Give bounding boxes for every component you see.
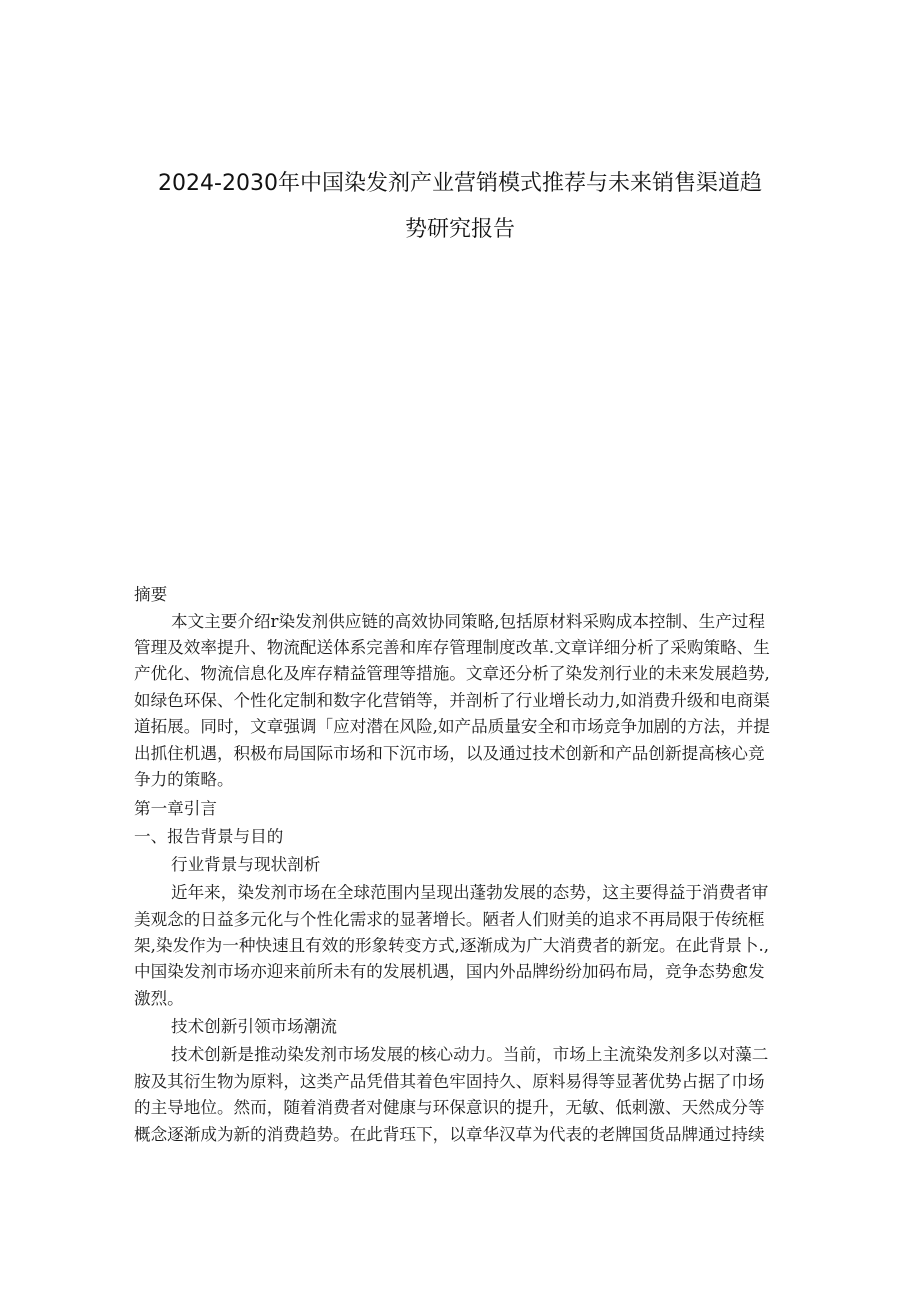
paragraph-line: 胺及其衍生物为原料，这类产品凭借其着色牢固持久、原料易得等显著优势占据了巾场 bbox=[134, 1072, 765, 1091]
paragraph-line: 的主导地位。然而，随着消费者对健康与环保意识的提升，无敏、低刺激、天然成分等 bbox=[134, 1098, 765, 1117]
paragraph-line: 近年来，染发剂市场在全球范围内呈现出蓬勃发展的态势，这主要得益于消费者审 bbox=[171, 883, 769, 902]
report-title-line-1: 2024-2030年中国染发剂产业营销模式推荐与未来销售渠道趋 bbox=[158, 171, 762, 196]
subsection-heading: 技术创新引领市场潮流 bbox=[171, 1017, 337, 1036]
paragraph-line: 激烈。 bbox=[134, 989, 184, 1008]
abstract-line: 管理及效率提升、物流配送体系完善和库存管理制度改革.文章详细分析了采购策略、生 bbox=[134, 638, 770, 657]
abstract-line: 本文主要介绍r染发剂供应链的高效协同策略,包括原材料采购成本控制、生产过程 bbox=[171, 612, 765, 631]
paragraph-line: 中国染发剂市场亦迎来前所未有的发展机遇，国内外品牌纷纷加码布局，竞争态势愈发 bbox=[134, 962, 765, 981]
paragraph-line: 技术创新是推动染发剂市场发展的核心动力。当前，市场上主流染发剂多以对藻二 bbox=[171, 1045, 769, 1064]
paragraph-line: 美观念的日益多元化与个性化需求的显著增长。陋者人们财美的追求不再局限于传统框 bbox=[134, 910, 765, 929]
subsection-heading: 行业背景与现状剖析 bbox=[171, 855, 321, 874]
abstract-line: 道拓展。同时，文章强调「应对潜在风险,如产品质量安全和市场竞争加剧的方法，并提 bbox=[134, 717, 770, 736]
report-title-line-2: 势研究报告 bbox=[404, 217, 515, 242]
abstract-line: 如绿色环保、个性化定制和数字化营销等，并剖析了行业增长动力,如消费升级和电商渠 bbox=[134, 691, 770, 710]
section-heading: 一、报告背景与目的 bbox=[134, 827, 284, 846]
paragraph-line: 概念逐渐成为新的消费趋势。在此背珏下，以章华汉草为代表的老牌国货品牌通过持续 bbox=[134, 1125, 765, 1144]
paragraph-line: 架,染发作为一种快速且有效的形象转变方式,逐渐成为广大消费者的新宠。在此背景卜., bbox=[134, 936, 770, 955]
abstract-line: 产优化、物流信息化及库存精益管理等措施。文章还分析了染发剂行业的未来发展趋势, bbox=[134, 664, 770, 683]
abstract-heading: 摘要 bbox=[134, 585, 168, 604]
abstract-line: 出抓住机遇，积极布局国际市场和下沉市场，以及通过技术创新和产品创新提高核心竞 bbox=[134, 744, 765, 763]
chapter-heading: 第一章引言 bbox=[134, 799, 217, 818]
abstract-line: 争力的策略。 bbox=[134, 770, 234, 789]
